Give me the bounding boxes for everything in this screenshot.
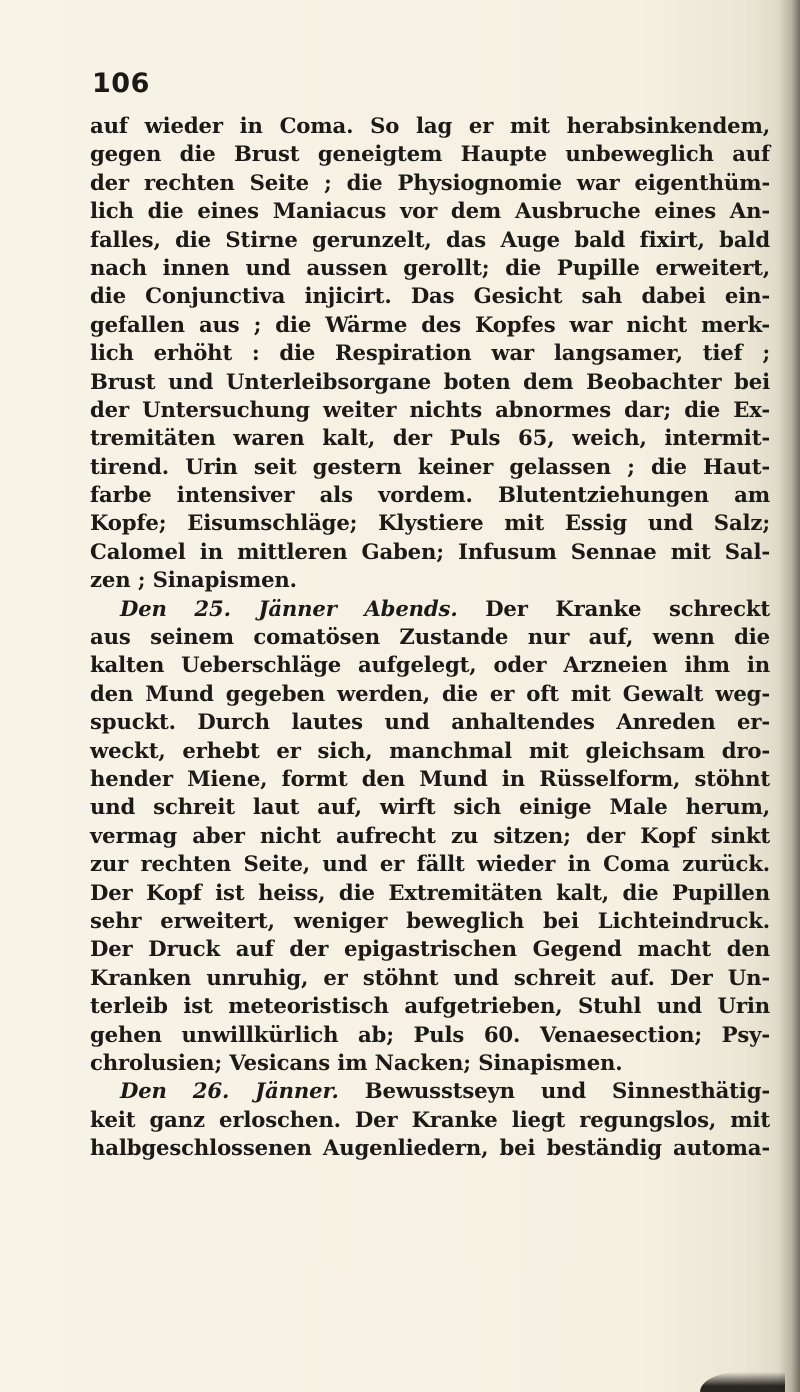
text-line: zur rechten Seite, und er fällt wieder in Coma zurück. — [90, 851, 770, 877]
entry-date: Den 26. Jänner. — [120, 1078, 339, 1104]
text-line: tremitäten waren kalt, der Puls 65, weich, intermit- — [90, 425, 770, 451]
dated-entry-line — [90, 595, 770, 623]
text-line: Brust und Unterleibsorgane boten dem Beobachter bei — [90, 368, 770, 394]
text-line: gegen die Brust geneigtem Haupte unbeweglich auf — [90, 141, 770, 167]
text-line: kalten Ueberschläge aufgelegt, oder Arzneien ihm in — [90, 652, 770, 678]
page-corner-mark — [700, 1372, 785, 1392]
text-line: Der Kopf ist heiss, die Extremitäten kalt, die Pupillen — [90, 879, 770, 905]
text-line: sehr erweitert, weniger beweglich bei Lichteindruck. — [90, 907, 770, 933]
text-line: halbgeschlossenen Augenliedern, bei beständig automa- — [90, 1135, 770, 1161]
text-line: lich erhöht : die Respiration war langsamer, tief ; — [90, 340, 770, 366]
entry-date: Den 25. Jänner Abends. — [120, 595, 458, 621]
text-line: chrolusien; Vesicans im Nacken; Sinapismen. — [90, 1049, 623, 1075]
text-line: gehen unwillkürlich ab; Puls 60. Venaesection; Psy- — [90, 1021, 770, 1047]
text-line: Kopfe; Eisumschläge; Klystiere mit Essig und Salz; — [90, 510, 770, 536]
text-line: nach innen und aussen gerollt; die Pupille erweitert, — [90, 254, 770, 280]
text-line: und schreit laut auf, wirft sich einige Male herum, — [90, 794, 770, 820]
entry-text: Der Kranke schreckt — [457, 595, 770, 621]
page-edge-shadow — [778, 0, 800, 1392]
text-line: die Conjunctiva injicirt. Das Gesicht sah dabei ein- — [90, 283, 770, 309]
text-line: den Mund gegeben werden, die er oft mit Gewalt weg- — [90, 680, 770, 706]
page-number: 106 — [92, 68, 150, 99]
text-line: auf wieder in Coma. So lag er mit herabsinkendem, — [90, 113, 770, 138]
text-line: aus seinem comatösen Zustande nur auf, wenn die — [90, 624, 770, 650]
text-line: farbe intensiver als vordem. Blutentziehungen am — [90, 482, 770, 508]
text-line: Kranken unruhig, er stöhnt und schreit auf. Der Un- — [90, 964, 770, 990]
text-line: der Untersuchung weiter nichts abnormes dar; die Ex- — [90, 396, 770, 422]
text-line: keit ganz erloschen. Der Kranke liegt regungslos, mit — [90, 1106, 770, 1132]
text-line: falles, die Stirne gerunzelt, das Auge bald fixirt, bald — [90, 226, 770, 252]
text-line: Der Druck auf der epigastrischen Gegend macht den — [90, 936, 770, 962]
dated-entry-line — [90, 1077, 770, 1105]
text-line: vermag aber nicht aufrecht zu sitzen; der Kopf sinkt — [90, 822, 770, 848]
text-line: weckt, erhebt er sich, manchmal mit gleichsam dro- — [90, 737, 770, 763]
body-text — [90, 112, 770, 1162]
text-line: hender Miene, formt den Mund in Rüsselform, stöhnt — [90, 765, 770, 791]
text-line: terleib ist meteoristisch aufgetrieben, Stuhl und Urin — [90, 993, 770, 1019]
entry-text: Bewusstseyn und Sinnesthätig- — [338, 1078, 770, 1104]
text-line: lich die eines Maniacus vor dem Ausbruche eines An- — [90, 198, 770, 224]
text-line: Calomel in mittleren Gaben; Infusum Sennae mit Sal- — [90, 538, 770, 564]
text-line: gefallen aus ; die Wärme des Kopfes war nicht merk- — [90, 311, 770, 337]
text-line: zen ; Sinapismen. — [90, 567, 297, 593]
text-line: der rechten Seite ; die Physiognomie war eigenthüm- — [90, 169, 770, 195]
text-line: tirend. Urin seit gestern keiner gelassen ; die Haut- — [90, 453, 770, 479]
text-line: spuckt. Durch lautes und anhaltendes Anreden er- — [90, 709, 770, 735]
